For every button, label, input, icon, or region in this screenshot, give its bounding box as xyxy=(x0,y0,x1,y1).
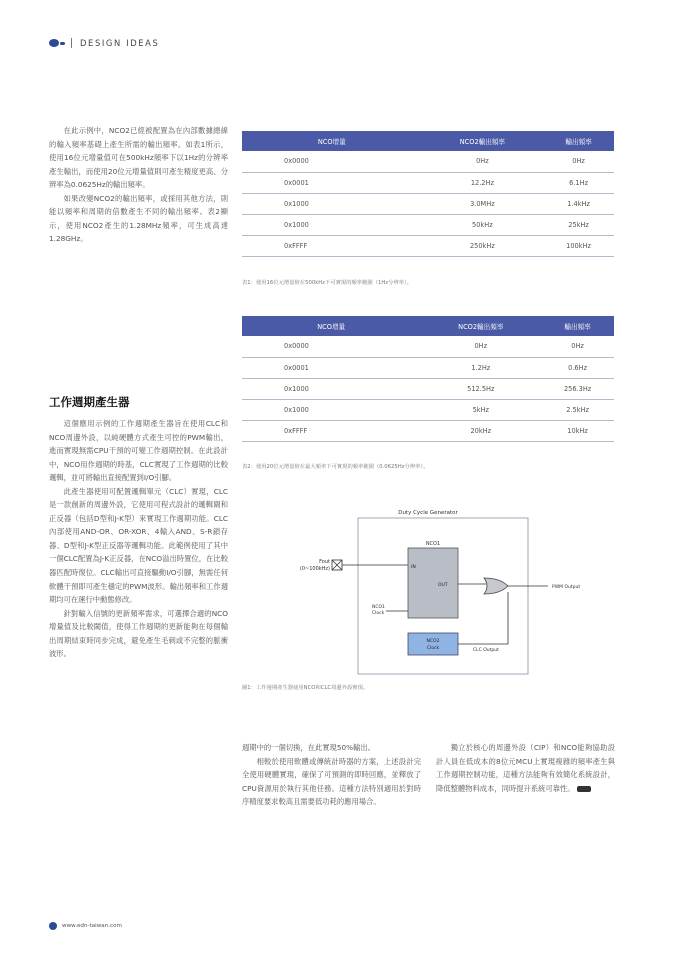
output-label: PWM Output xyxy=(552,585,581,590)
table-cell: 0x0000 xyxy=(242,336,420,357)
table-cell: 0x1000 xyxy=(242,193,422,214)
table-cell: 10kHz xyxy=(541,420,614,441)
column-1-top xyxy=(49,124,228,246)
side-label: Clock xyxy=(372,611,385,616)
table-header-cell: NCO2輸出頻率 xyxy=(420,316,541,336)
nco1-block-label: NCO1 xyxy=(425,541,441,547)
pin-out-label: OUT xyxy=(438,583,448,588)
body-paragraph: 這個應用示例的工作週期產生器旨在使用CLC和NCO周邊外設，以純硬體方式產生可控的PWM輸出，進而實現無需CPU干預的可變工作週期控制。在此設計中，NCO用作週期的時基，CLC實現了工作週期的比較邏輯，並可將輸出直接配置到I/O引腳。 xyxy=(49,419,228,483)
column-2 xyxy=(242,741,421,809)
magazine-logo-icon xyxy=(49,38,69,48)
table-cell: 0x1000 xyxy=(242,214,422,235)
table-cell: 0Hz xyxy=(543,151,614,172)
table-cell: 0x1000 xyxy=(242,399,420,420)
nco2-block-label: NCO2 xyxy=(426,639,440,644)
table-cell: 1.2Hz xyxy=(420,357,541,378)
table-header-cell: NCO增量 xyxy=(242,316,420,336)
diagram-title: Duty Cycle Generator xyxy=(398,510,458,516)
table-cell: 2.5kHz xyxy=(541,399,614,420)
body-paragraph: 此產生器使用可配置邏輯單元（CLC）實現，CLC是一款創新的周邊外設，它使用可程式設計的邏輯閘和正反器（包括D型和J-K型）來實現工作週期功能。CLC內部使用AND-OR、OR-XOR、4輸入AND、S-R鎖存器、D型和J-K型正反器等邏輯功能。此範例使用了其中一個CLC配置為J-K正反器，在NCO溢出時置位，在比較器匹配時復位。CLC輸出可直接驅動I/O引腳，無需任何軟體干預即可產生穩定的PWM波形。輸出頻率和工作週期均可在運行中動態修改。 xyxy=(49,486,228,605)
table-cell: 0Hz xyxy=(420,336,541,357)
column-3 xyxy=(436,741,615,795)
table-row xyxy=(242,336,614,357)
table-cell: 256.3Hz xyxy=(541,378,614,399)
table-header-cell: 輸出頻率 xyxy=(541,316,614,336)
input-label: Fout xyxy=(319,559,330,565)
figure-caption: 圖1：工作週期產生器使用NCO和CLC周邊外設實現。 xyxy=(242,685,369,691)
table-cell: 6.1Hz xyxy=(543,172,614,193)
column-1-bottom xyxy=(49,417,228,661)
table-row xyxy=(242,399,614,420)
table-cell: 0xFFFF xyxy=(242,420,420,441)
body-paragraph: 獨立於核心的周邊外設（CIP）和NCO能夠協助設計人員在低成本的8位元MCU上實現複雜的頻率產生與工作週期控制功能，這種方法能夠有效簡化系統設計，降低整體物料成本，同時提升系統可靠性。 xyxy=(436,743,615,793)
table-cell: 0x0000 xyxy=(242,151,422,172)
table-header-cell: NCO2輸出頻率 xyxy=(422,131,544,151)
frequency-table-1 xyxy=(242,131,614,257)
body-paragraph: 在此示例中，NCO2已經被配置為在內部數據總線的輸入頻率基礎上產生所需的輸出頻率。如表1所示，使用16位元增量值可在500kHz頻率下以1Hz的分辨率產生輸出，而使用20位元增量值則可產生精度更高、分辨率為0.0625Hz的輸出頻率。 xyxy=(49,126,228,190)
frequency-table-2 xyxy=(242,316,614,442)
table-row xyxy=(242,151,614,172)
table-cell: 20kHz xyxy=(420,420,541,441)
table-row xyxy=(242,172,614,193)
table-cell: 25kHz xyxy=(543,214,614,235)
nco1-block xyxy=(408,548,458,618)
table-cell: 512.5Hz xyxy=(420,378,541,399)
page-header xyxy=(49,37,159,49)
end-of-article-mark xyxy=(577,786,591,792)
table-row xyxy=(242,214,614,235)
header-divider xyxy=(71,38,72,48)
table-cell: 0Hz xyxy=(422,151,544,172)
input-pin-icon xyxy=(332,560,342,570)
table-row xyxy=(242,357,614,378)
table-cell: 12.2Hz xyxy=(422,172,544,193)
footer-bullet-icon xyxy=(49,922,57,930)
table-cell: 0x0001 xyxy=(242,172,422,193)
body-paragraph: 如果改變NCO2的輸出頻率，或採用其他方法，則能以頻率和周期的倍數產生不同的輸出頻率。表2顯示，使用NCO2產生的1.28MHz頻率，可生成高達1.28GHz。 xyxy=(49,193,228,244)
body-paragraph: 週期中的一個切換，在此實現50%輸出。 xyxy=(242,743,375,752)
feedback-wire xyxy=(458,592,508,644)
body-paragraph: 相較於使用軟體或傳統計時器的方案，上述設計完全使用硬體實現，確保了可預測的即時回應，並釋放了CPU資源用於執行其他任務。這種方法特別適用於對時序精度要求較高且需要低功耗的應用場合。 xyxy=(242,756,421,807)
page-footer xyxy=(49,922,122,930)
table-1-caption: 表1：使用16位元增量值在500kHz下可實現的頻率範圍（1Hz分辨率）。 xyxy=(242,280,412,286)
table-cell: 0x0001 xyxy=(242,357,420,378)
section-header-title: DESIGN IDEAS xyxy=(80,38,160,48)
section-title: 工作週期產生器 xyxy=(49,395,130,409)
table-2-caption: 表2：使用20位元增量值在最大頻率下可實現的頻率範圍（0.0625Hz分辨率）。 xyxy=(242,464,429,470)
table-header-row xyxy=(242,131,614,151)
table-header-row xyxy=(242,316,614,336)
table-cell: 0x1000 xyxy=(242,378,420,399)
table-cell: 0.6Hz xyxy=(541,357,614,378)
table-cell: 250kHz xyxy=(422,235,544,256)
footer-url: www.edn-taiwan.com xyxy=(62,923,122,929)
table-row xyxy=(242,378,614,399)
table-header-cell: 輸出頻率 xyxy=(543,131,614,151)
side-label: NCO1 xyxy=(372,605,385,610)
or-gate-icon xyxy=(484,578,508,594)
table-row xyxy=(242,420,614,441)
nco2-block-sublabel: Clock xyxy=(426,646,440,651)
pin-in-label: IN xyxy=(411,565,416,570)
nco2-block xyxy=(408,633,458,655)
feedback-label: CLC Output xyxy=(473,648,499,653)
table-row xyxy=(242,235,614,256)
table-row xyxy=(242,193,614,214)
table-cell: 0Hz xyxy=(541,336,614,357)
table-cell: 3.0MHz xyxy=(422,193,544,214)
table-cell: 50kHz xyxy=(422,214,544,235)
table-cell: 1.4kHz xyxy=(543,193,614,214)
table-cell: 100kHz xyxy=(543,235,614,256)
body-paragraph: 針對輸入信號的更新頻率需求，可選擇合適的NCO增量值及比較閾值，使得工作週期的更新能夠在每個輸出周期結束時同步完成，避免產生毛刺或不完整的脈衝波形。 xyxy=(49,608,228,659)
table-header-cell: NCO增量 xyxy=(242,131,422,151)
table-cell: 0xFFFF xyxy=(242,235,422,256)
table-cell: 5kHz xyxy=(420,399,541,420)
input-range-label: (0~100kHz) xyxy=(299,566,330,572)
duty-cycle-generator-diagram xyxy=(268,508,608,678)
